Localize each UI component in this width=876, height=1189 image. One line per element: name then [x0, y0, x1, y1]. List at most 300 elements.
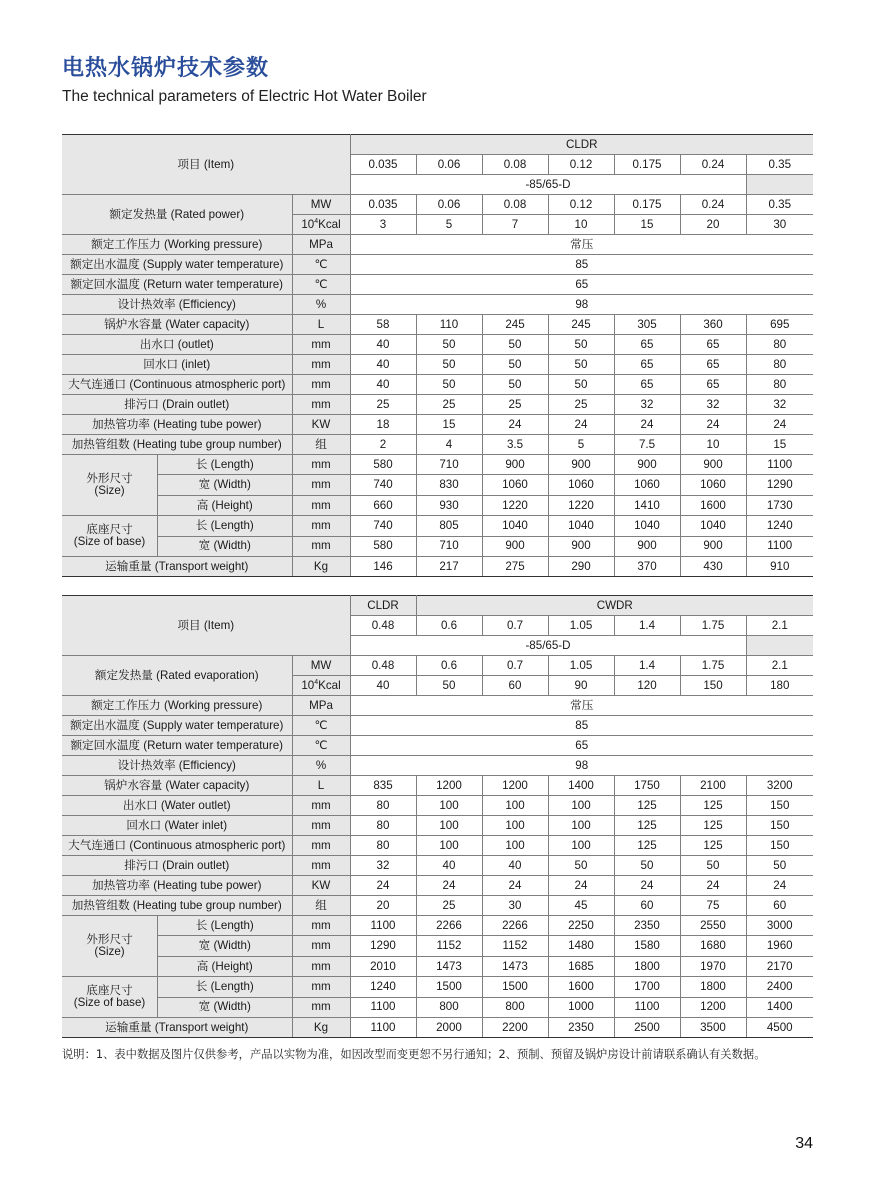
water-capacity-row	[62, 776, 813, 796]
heating-group-row	[62, 435, 813, 455]
base-width-label: 宽 (Width)	[198, 1000, 251, 1014]
value-cell: 1410	[614, 495, 680, 515]
value-cell: 65	[614, 355, 680, 375]
value-cell: 1100	[350, 916, 416, 936]
supply-temp-row	[62, 255, 813, 275]
value-cell: 80	[746, 355, 813, 375]
unit-cell: 组	[292, 896, 350, 916]
value-cell: 2550	[680, 916, 746, 936]
value-cell: 24	[416, 876, 482, 896]
inlet-row	[62, 355, 813, 375]
value-cell: 58	[350, 315, 416, 335]
value-cell: 3	[350, 215, 416, 235]
value-cell: 0.175	[614, 195, 680, 215]
value-cell: 430	[680, 557, 746, 577]
value-cell: 100	[548, 836, 614, 856]
series-header-cldr: CLDR	[350, 596, 416, 616]
value-cell: 65	[680, 355, 746, 375]
size-label-en: (Size)	[94, 945, 125, 958]
efficiency-value: 98	[350, 756, 813, 776]
value-cell: 930	[416, 495, 482, 515]
value-cell: 100	[482, 796, 548, 816]
value-cell: 40	[350, 355, 416, 375]
rated-evaporation-label: 额定发热量 (Rated evaporation)	[62, 656, 292, 696]
value-cell: 50	[548, 375, 614, 395]
pressure-value: 常压	[350, 696, 813, 716]
value-cell: 100	[416, 836, 482, 856]
value-cell: 80	[746, 335, 813, 355]
value-cell: 740	[350, 516, 416, 537]
page-title-cn: 电热水锅炉技术参数	[62, 56, 270, 81]
value-cell: 125	[614, 816, 680, 836]
value-cell: 1400	[746, 997, 813, 1018]
heating-group-label: 加热管组数 (Heating tube group number)	[62, 435, 292, 455]
value-cell: 5	[548, 435, 614, 455]
value-cell: 1970	[680, 956, 746, 976]
unit-cell: ℃	[292, 275, 350, 295]
unit-cell: mm	[292, 997, 350, 1018]
outlet-label: 出水口 (outlet)	[62, 335, 292, 355]
unit-cell: mm	[292, 956, 350, 976]
value-cell: 32	[746, 395, 813, 415]
value-cell: 2.1	[746, 656, 813, 676]
value-cell: 50	[614, 856, 680, 876]
value-cell: 660	[350, 495, 416, 515]
inlet-label: 回水口 (inlet)	[62, 355, 292, 375]
parameters-table-1	[62, 134, 813, 577]
value-cell: 90	[548, 676, 614, 696]
value-cell: 1200	[482, 776, 548, 796]
value-cell: 900	[680, 536, 746, 557]
value-cell: 25	[548, 395, 614, 415]
value-cell: 1100	[350, 1018, 416, 1038]
model-suffix: -85/65-D	[350, 175, 746, 195]
base-width-label: 宽 (Width)	[198, 539, 251, 553]
value-cell: 4	[416, 435, 482, 455]
inlet-row	[62, 816, 813, 836]
pressure-value: 常压	[350, 235, 813, 255]
value-cell: 146	[350, 557, 416, 577]
value-cell: 1290	[746, 475, 813, 495]
value-cell: 900	[680, 455, 746, 475]
value-cell: 80	[350, 836, 416, 856]
efficiency-value: 98	[350, 295, 813, 315]
value-cell: 0.24	[680, 195, 746, 215]
working-pressure-label: 额定工作压力 (Working pressure)	[62, 235, 292, 255]
unit-mw: MW	[292, 195, 350, 215]
value-cell: 4500	[746, 1018, 813, 1038]
value-cell: 32	[350, 856, 416, 876]
value-cell: 40	[350, 375, 416, 395]
value-cell: 15	[614, 215, 680, 235]
value-cell: 1290	[350, 936, 416, 956]
series-header-cwdr: CWDR	[416, 596, 813, 616]
base-group-cell	[62, 516, 292, 557]
rated-mw-row	[62, 195, 813, 215]
value-cell: 800	[482, 997, 548, 1018]
value-cell: 120	[614, 676, 680, 696]
value-cell: 1400	[548, 776, 614, 796]
value-cell: 18	[350, 415, 416, 435]
page-number: 34	[795, 1135, 813, 1152]
value-cell: 1685	[548, 956, 614, 976]
continuous-port-row	[62, 836, 813, 856]
value-cell: 1040	[548, 516, 614, 537]
value-cell: 125	[680, 816, 746, 836]
value-cell: 1152	[416, 936, 482, 956]
value-cell: 30	[482, 896, 548, 916]
value-cell: 15	[416, 415, 482, 435]
efficiency-row	[62, 295, 813, 315]
value-cell: 24	[680, 876, 746, 896]
value-cell: 2350	[548, 1018, 614, 1038]
value-cell: 24	[482, 415, 548, 435]
drain-label: 排污口 (Drain outlet)	[62, 395, 292, 415]
working-pressure-row	[62, 235, 813, 255]
unit-cell: mm	[292, 395, 350, 415]
value-cell: 0.06	[416, 195, 482, 215]
value-cell: 580	[350, 455, 416, 475]
unit-cell: Kg	[292, 1018, 350, 1038]
unit-cell: mm	[292, 495, 350, 515]
value-cell: 1800	[614, 956, 680, 976]
unit-cell: mm	[292, 455, 350, 475]
value-cell: 2266	[416, 916, 482, 936]
value-cell: 710	[416, 536, 482, 557]
value-cell: 24	[680, 415, 746, 435]
value-cell: 50	[680, 856, 746, 876]
blank-cell	[746, 175, 813, 195]
value-cell: 150	[680, 676, 746, 696]
value-cell: 2200	[482, 1018, 548, 1038]
drain-row	[62, 856, 813, 876]
value-cell: 100	[416, 796, 482, 816]
unit-cell: mm	[292, 355, 350, 375]
model-cell: 0.06	[416, 155, 482, 175]
value-cell: 1960	[746, 936, 813, 956]
value-cell: 835	[350, 776, 416, 796]
value-cell: 1.75	[680, 656, 746, 676]
size-height-label: 高 (Height)	[196, 498, 253, 512]
value-cell: 910	[746, 557, 813, 577]
value-cell: 0.6	[416, 656, 482, 676]
value-cell: 110	[416, 315, 482, 335]
model-cell: 0.48	[350, 616, 416, 636]
return-temp-value: 65	[350, 275, 813, 295]
value-cell: 150	[746, 816, 813, 836]
value-cell: 1040	[482, 516, 548, 537]
value-cell: 740	[350, 475, 416, 495]
value-cell: 2500	[614, 1018, 680, 1038]
inlet-label: 回水口 (Water inlet)	[62, 816, 292, 836]
supply-temp-value: 85	[350, 716, 813, 736]
value-cell: 32	[680, 395, 746, 415]
model-cell: 0.7	[482, 616, 548, 636]
value-cell: 125	[614, 796, 680, 816]
model-cell: 0.12	[548, 155, 614, 175]
value-cell: 1200	[680, 997, 746, 1018]
efficiency-label: 设计热效率 (Efficiency)	[62, 295, 292, 315]
unit-cell: ℃	[292, 736, 350, 756]
value-cell: 50	[746, 856, 813, 876]
unit-cell: L	[292, 776, 350, 796]
model-cell: 2.1	[746, 616, 813, 636]
value-cell: 80	[746, 375, 813, 395]
unit-cell: mm	[292, 856, 350, 876]
outlet-row	[62, 796, 813, 816]
value-cell: 0.08	[482, 195, 548, 215]
value-cell: 50	[416, 375, 482, 395]
value-cell: 24	[746, 415, 813, 435]
value-cell: 1473	[482, 956, 548, 976]
base-label-cn: 底座尺寸	[86, 984, 133, 998]
value-cell: 360	[680, 315, 746, 335]
value-cell: 1200	[416, 776, 482, 796]
value-cell: 1240	[350, 977, 416, 998]
value-cell: 25	[350, 395, 416, 415]
unit-mw: MW	[292, 656, 350, 676]
value-cell: 2266	[482, 916, 548, 936]
page-title-en: The technical parameters of Electric Hot Water Boiler	[62, 88, 427, 105]
model-cell: 1.75	[680, 616, 746, 636]
base-label-cn: 底座尺寸	[86, 523, 133, 537]
value-cell: 710	[416, 455, 482, 475]
value-cell: 1100	[614, 997, 680, 1018]
value-cell: 150	[746, 796, 813, 816]
outlet-label: 出水口 (Water outlet)	[62, 796, 292, 816]
value-cell: 100	[548, 796, 614, 816]
value-cell: 7	[482, 215, 548, 235]
heating-power-label: 加热管功率 (Heating tube power)	[62, 415, 292, 435]
value-cell: 24	[548, 876, 614, 896]
transport-row	[62, 557, 813, 577]
value-cell: 100	[482, 836, 548, 856]
value-cell: 10	[680, 435, 746, 455]
value-cell: 1060	[548, 475, 614, 495]
unit-cell: KW	[292, 415, 350, 435]
value-cell: 0.035	[350, 195, 416, 215]
value-cell: 5	[416, 215, 482, 235]
value-cell: 50	[416, 335, 482, 355]
value-cell: 2400	[746, 977, 813, 998]
unit-cell: 组	[292, 435, 350, 455]
value-cell: 2000	[416, 1018, 482, 1038]
model-cell: 0.175	[614, 155, 680, 175]
value-cell: 40	[350, 335, 416, 355]
value-cell: 50	[416, 355, 482, 375]
value-cell: 1680	[680, 936, 746, 956]
value-cell: 25	[416, 896, 482, 916]
heating-power-row	[62, 876, 813, 896]
value-cell: 1100	[350, 997, 416, 1018]
value-cell: 2350	[614, 916, 680, 936]
value-cell: 40	[416, 856, 482, 876]
value-cell: 1700	[614, 977, 680, 998]
value-cell: 1473	[416, 956, 482, 976]
value-cell: 50	[548, 335, 614, 355]
value-cell: 0.35	[746, 195, 813, 215]
size-label-cn: 外形尺寸	[86, 472, 133, 486]
value-cell: 65	[614, 375, 680, 395]
return-temp-row	[62, 736, 813, 756]
value-cell: 217	[416, 557, 482, 577]
unit-cell: mm	[292, 536, 350, 557]
value-cell: 1220	[548, 495, 614, 515]
footnote: 说明：1、表中数据及图片仅供参考，产品以实物为准，如因改型而变更恕不另行通知；2、预制、预留及锅炉房设计前请联系确认有关数据。	[62, 1048, 766, 1061]
value-cell: 60	[614, 896, 680, 916]
value-cell: 60	[482, 676, 548, 696]
continuous-port-label: 大气连通口 (Continuous atmospheric port)	[62, 375, 292, 395]
continuous-port-label: 大气连通口 (Continuous atmospheric port)	[62, 836, 292, 856]
heating-group-row	[62, 896, 813, 916]
value-cell: 100	[548, 816, 614, 836]
efficiency-label: 设计热效率 (Efficiency)	[62, 756, 292, 776]
value-cell: 40	[482, 856, 548, 876]
value-cell: 1152	[482, 936, 548, 956]
water-capacity-label: 锅炉水容量 (Water capacity)	[62, 315, 292, 335]
continuous-port-row	[62, 375, 813, 395]
value-cell: 1060	[680, 475, 746, 495]
unit-cell: mm	[292, 836, 350, 856]
unit-cell: mm	[292, 977, 350, 998]
efficiency-row	[62, 756, 813, 776]
unit-cell: MPa	[292, 696, 350, 716]
value-cell: 3.5	[482, 435, 548, 455]
size-label-en: (Size)	[94, 484, 125, 497]
unit-cell: KW	[292, 876, 350, 896]
value-cell: 65	[680, 335, 746, 355]
value-cell: 900	[548, 536, 614, 557]
value-cell: 1000	[548, 997, 614, 1018]
value-cell: 20	[350, 896, 416, 916]
unit-cell: mm	[292, 475, 350, 495]
value-cell: 805	[416, 516, 482, 537]
size-group-cell	[62, 455, 292, 516]
value-cell: 370	[614, 557, 680, 577]
base-length-label: 长 (Length)	[158, 516, 292, 537]
value-cell: 45	[548, 896, 614, 916]
outlet-row	[62, 335, 813, 355]
value-cell: 1220	[482, 495, 548, 515]
value-cell: 1500	[416, 977, 482, 998]
value-cell: 40	[350, 676, 416, 696]
value-cell: 245	[482, 315, 548, 335]
parameters-table-2	[62, 595, 813, 1038]
value-cell: 80	[350, 796, 416, 816]
size-length-row	[62, 455, 813, 475]
size-length-label: 长 (Length)	[158, 916, 292, 936]
value-cell: 1040	[680, 516, 746, 537]
unit-cell: mm	[292, 816, 350, 836]
base-length-row	[62, 516, 813, 537]
value-cell: 50	[482, 355, 548, 375]
size-width-label: 宽 (Width)	[158, 475, 292, 495]
value-cell: 290	[548, 557, 614, 577]
drain-label: 排污口 (Drain outlet)	[62, 856, 292, 876]
value-cell: 150	[746, 836, 813, 856]
size-length-row	[62, 916, 813, 936]
value-cell: 32	[614, 395, 680, 415]
value-cell: 305	[614, 315, 680, 335]
value-cell: 50	[482, 375, 548, 395]
unit-cell: ℃	[292, 716, 350, 736]
value-cell: 0.48	[350, 656, 416, 676]
heating-power-label: 加热管功率 (Heating tube power)	[62, 876, 292, 896]
value-cell: 2	[350, 435, 416, 455]
value-cell: 900	[482, 536, 548, 557]
value-cell: 50	[548, 355, 614, 375]
size-label-cn: 外形尺寸	[86, 933, 133, 947]
rated-power-label: 额定发热量 (Rated power)	[62, 195, 292, 235]
working-pressure-row	[62, 696, 813, 716]
model-cell: 0.035	[350, 155, 416, 175]
value-cell: 695	[746, 315, 813, 335]
transport-row	[62, 1018, 813, 1038]
value-cell: 900	[482, 455, 548, 475]
value-cell: 3200	[746, 776, 813, 796]
supply-temp-value: 85	[350, 255, 813, 275]
value-cell: 1040	[614, 516, 680, 537]
value-cell: 1600	[680, 495, 746, 515]
unit-cell: MPa	[292, 235, 350, 255]
unit-cell: L	[292, 315, 350, 335]
rated-mw-row	[62, 656, 813, 676]
model-cell: 0.35	[746, 155, 813, 175]
supply-temp-label: 额定出水温度 (Supply water temperature)	[62, 716, 292, 736]
unit-cell: Kg	[292, 557, 350, 577]
model-cell: 0.08	[482, 155, 548, 175]
return-temp-label: 额定回水温度 (Return water temperature)	[62, 275, 292, 295]
model-suffix: -85/65-D	[350, 636, 746, 656]
value-cell: 2170	[746, 956, 813, 976]
value-cell: 100	[482, 816, 548, 836]
value-cell: 580	[350, 536, 416, 557]
model-cell: 0.24	[680, 155, 746, 175]
value-cell: 1240	[746, 516, 813, 537]
item-header: 项目 (Item)	[62, 135, 350, 195]
base-label-en: (Size of base)	[73, 996, 146, 1009]
value-cell: 2100	[680, 776, 746, 796]
heating-group-label: 加热管组数 (Heating tube group number)	[62, 896, 292, 916]
working-pressure-label: 额定工作压力 (Working pressure)	[62, 696, 292, 716]
value-cell: 1100	[746, 536, 813, 557]
value-cell: 180	[746, 676, 813, 696]
value-cell: 1730	[746, 495, 813, 515]
value-cell: 24	[350, 876, 416, 896]
item-header: 项目 (Item)	[62, 596, 350, 656]
value-cell: 24	[614, 415, 680, 435]
size-group-cell	[62, 916, 292, 977]
value-cell: 24	[548, 415, 614, 435]
value-cell: 1.05	[548, 656, 614, 676]
value-cell: 24	[482, 876, 548, 896]
value-cell: 1100	[746, 455, 813, 475]
value-cell: 75	[680, 896, 746, 916]
value-cell: 245	[548, 315, 614, 335]
unit-cell: mm	[292, 335, 350, 355]
value-cell: 0.12	[548, 195, 614, 215]
unit-cell: %	[292, 295, 350, 315]
return-temp-label: 额定回水温度 (Return water temperature)	[62, 736, 292, 756]
value-cell: 1600	[548, 977, 614, 998]
value-cell: 800	[416, 997, 482, 1018]
value-cell: 50	[416, 676, 482, 696]
water-capacity-label: 锅炉水容量 (Water capacity)	[62, 776, 292, 796]
value-cell: 900	[614, 536, 680, 557]
value-cell: 24	[614, 876, 680, 896]
value-cell: 50	[548, 856, 614, 876]
return-temp-value: 65	[350, 736, 813, 756]
